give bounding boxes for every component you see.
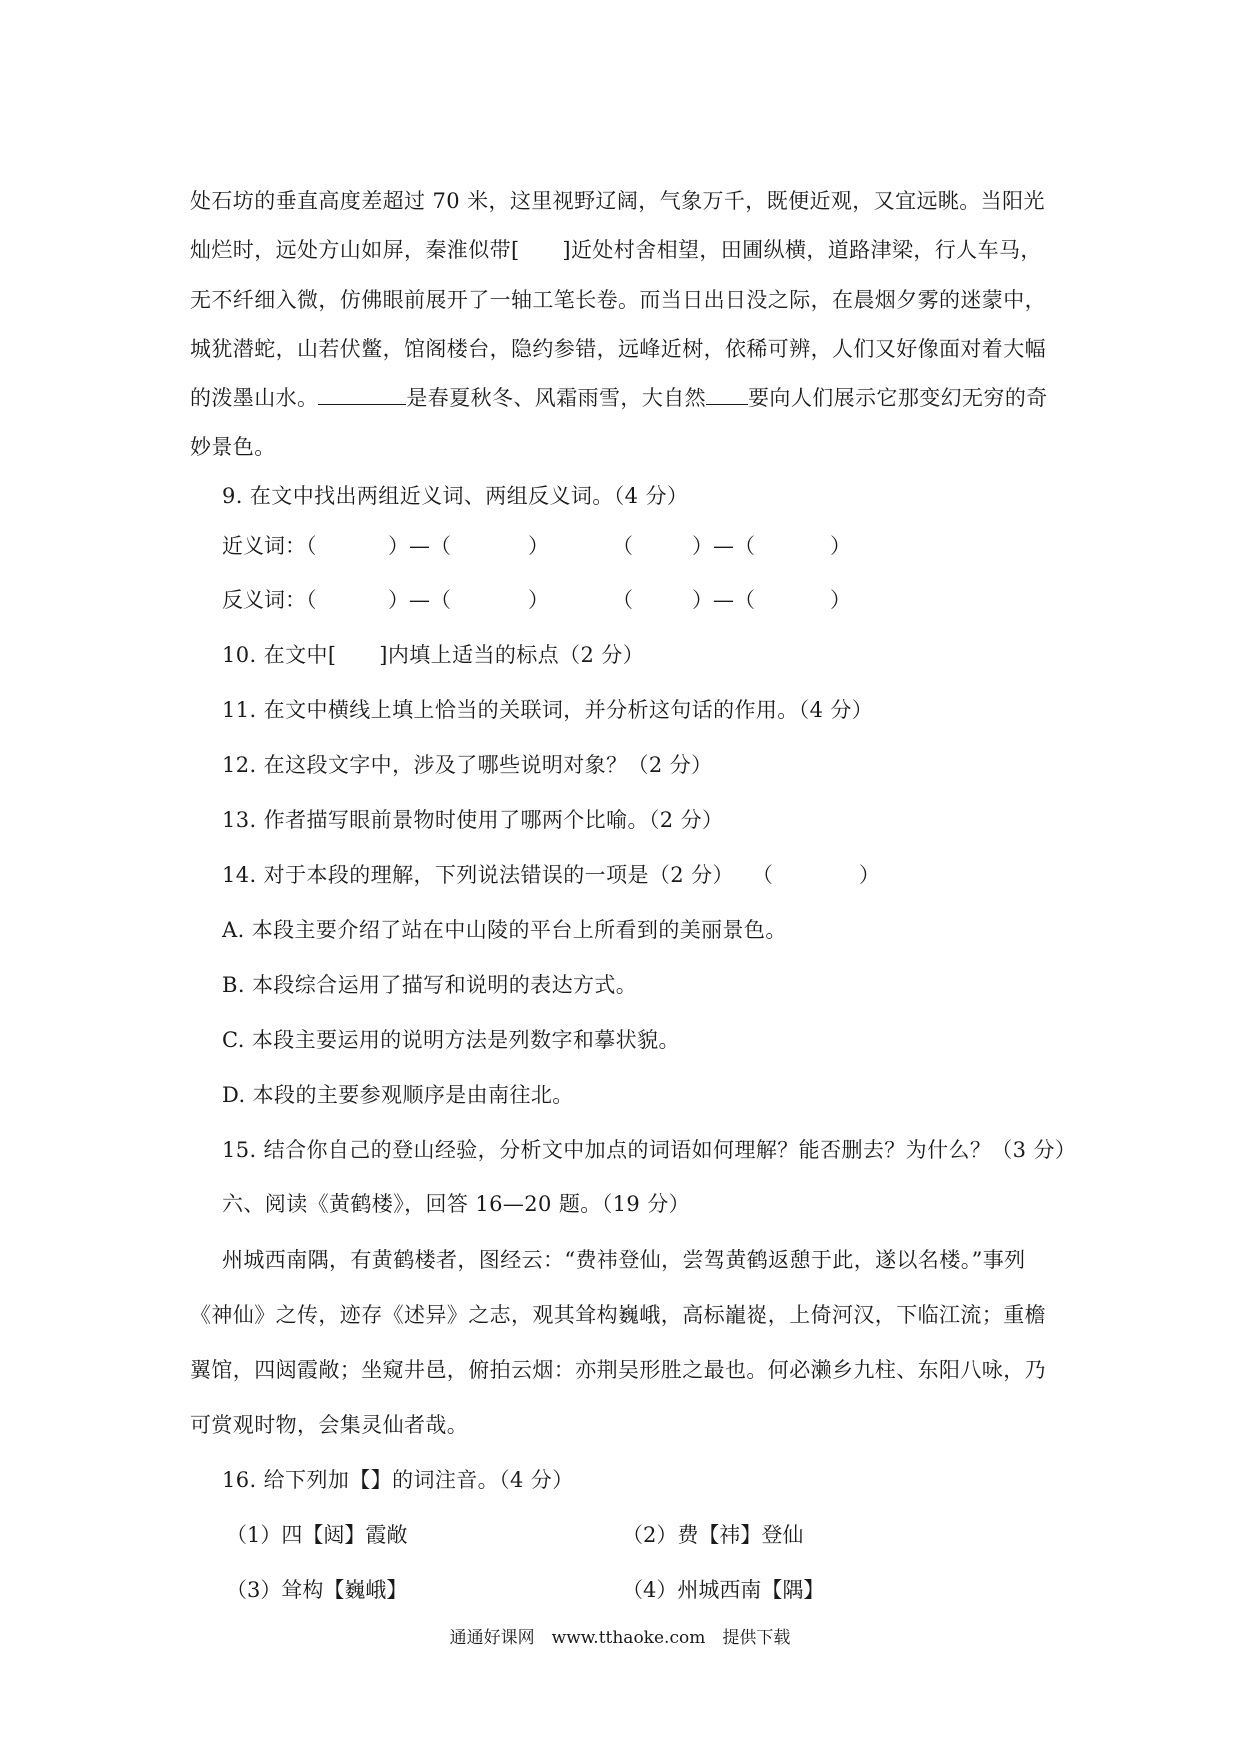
question-14: 14. 对于本段的理解，下列说法错误的一项是（2 分） （ ） (222, 863, 881, 887)
synonym-open-2: （ (612, 534, 633, 558)
huanghe-line-3: 翼馆，四闼霞敞；坐窥井邑，俯拍云烟：亦荆吴形胜之最也。何必濑乡九柱、东阳八咏，乃 (190, 1358, 1046, 1382)
passage-line-2: 灿烂时，远处方山如屏，秦淮似带[ ]近处村舍相望，田圃纵横，道路津梁，行人车马， (190, 238, 1042, 262)
passage-line-5-middle: 是春夏秋冬、风霜雨雪，大自然 (406, 386, 707, 410)
antonym-close-1: ） (528, 588, 549, 612)
question-15: 15. 结合你自己的登山经验，分析文中加点的词语如何理解？能否删去？为什么？（3 分） (222, 1138, 1077, 1162)
fill-blank-1[interactable] (318, 384, 406, 405)
synonym-close-1: ） (528, 534, 549, 558)
question-11: 11. 在文中横线上填上恰当的关联词，并分析这句话的作用。（4 分） (222, 698, 874, 722)
option-c: C. 本段主要运用的说明方法是列数字和摹状貌。 (222, 1028, 680, 1052)
q16-item-3: （3）耸构【巍峨】 (226, 1578, 408, 1602)
option-d: D. 本段的主要参观顺序是由南往北。 (222, 1083, 574, 1107)
synonym-close-2: ） (830, 534, 851, 558)
antonym-dash-2: ）—（ (692, 588, 755, 612)
huanghe-line-4: 可赏观时物，会集灵仙者哉。 (190, 1413, 469, 1437)
synonym-dash-2: ）—（ (692, 534, 755, 558)
passage-line-5 (190, 384, 1048, 412)
passage-line-1: 处石坊的垂直高度差超过 70 米，这里视野辽阔，气象万千，既便近观，又宜远眺。当阳光 (190, 189, 1045, 213)
passage-line-4: 城犹潜蛇，山若伏鳖，馆阁楼台，隐约参错，远峰近树，依稀可辨，人们又好像面对着大幅 (190, 337, 1046, 361)
huanghe-line-2: 《神仙》之传，迹存《述异》之志，观其耸构巍峨，高标巃嵸，上倚河汉，下临江流；重檐 (190, 1303, 1046, 1327)
antonym-label: 反义词：（ (222, 588, 317, 612)
fill-blank-2[interactable] (706, 384, 748, 405)
q16-item-2: （2）费【祎】登仙 (622, 1523, 804, 1547)
option-b: B. 本段综合运用了描写和说明的表达方式。 (222, 973, 638, 997)
passage-line-3: 无不纤细入微，仿佛眼前展开了一轴工笔长卷。而当日出日没之际，在晨烟夕雾的迷蒙中， (190, 288, 1046, 312)
option-a: A. 本段主要介绍了站在中山陵的平台上所看到的美丽景色。 (222, 918, 787, 942)
question-9: 9. 在文中找出两组近义词、两组反义词。（4 分） (222, 484, 689, 508)
huanghe-line-1: 州城西南隅，有黄鹤楼者，图经云：“费祎登仙，尝驾黄鹤返憩于此，遂以名楼。”事列 (222, 1248, 1026, 1272)
passage-line-5-end: 要向人们展示它那变幻无穷的奇 (748, 386, 1048, 410)
synonym-label: 近义词：（ (222, 534, 317, 558)
question-16: 16. 给下列加【】的词注音。（4 分） (222, 1468, 574, 1492)
footer-text: 通通好课网 www.tthaoke.com 提供下载 (449, 1628, 791, 1648)
synonym-dash-1: ）—（ (388, 534, 451, 558)
question-13: 13. 作者描写眼前景物时使用了哪两个比喻。（2 分） (222, 808, 724, 832)
passage-line-6: 妙景色。 (190, 435, 276, 459)
antonym-dash-1: ）—（ (388, 588, 451, 612)
q16-item-4: （4）州城西南【隅】 (622, 1578, 825, 1602)
question-12: 12. 在这段文字中，涉及了哪些说明对象？（2 分） (222, 753, 713, 777)
passage-line-5-start: 的泼墨山水。 (190, 386, 319, 410)
q16-item-1: （1）四【闼】霞敞 (226, 1523, 408, 1547)
antonym-open-2: （ (612, 588, 633, 612)
antonym-close-2: ） (830, 588, 851, 612)
question-10: 10. 在文中[ ]内填上适当的标点（2 分） (222, 643, 645, 667)
section-6-heading: 六、阅读《黄鹤楼》，回答 16—20 题。（19 分） (222, 1192, 690, 1216)
